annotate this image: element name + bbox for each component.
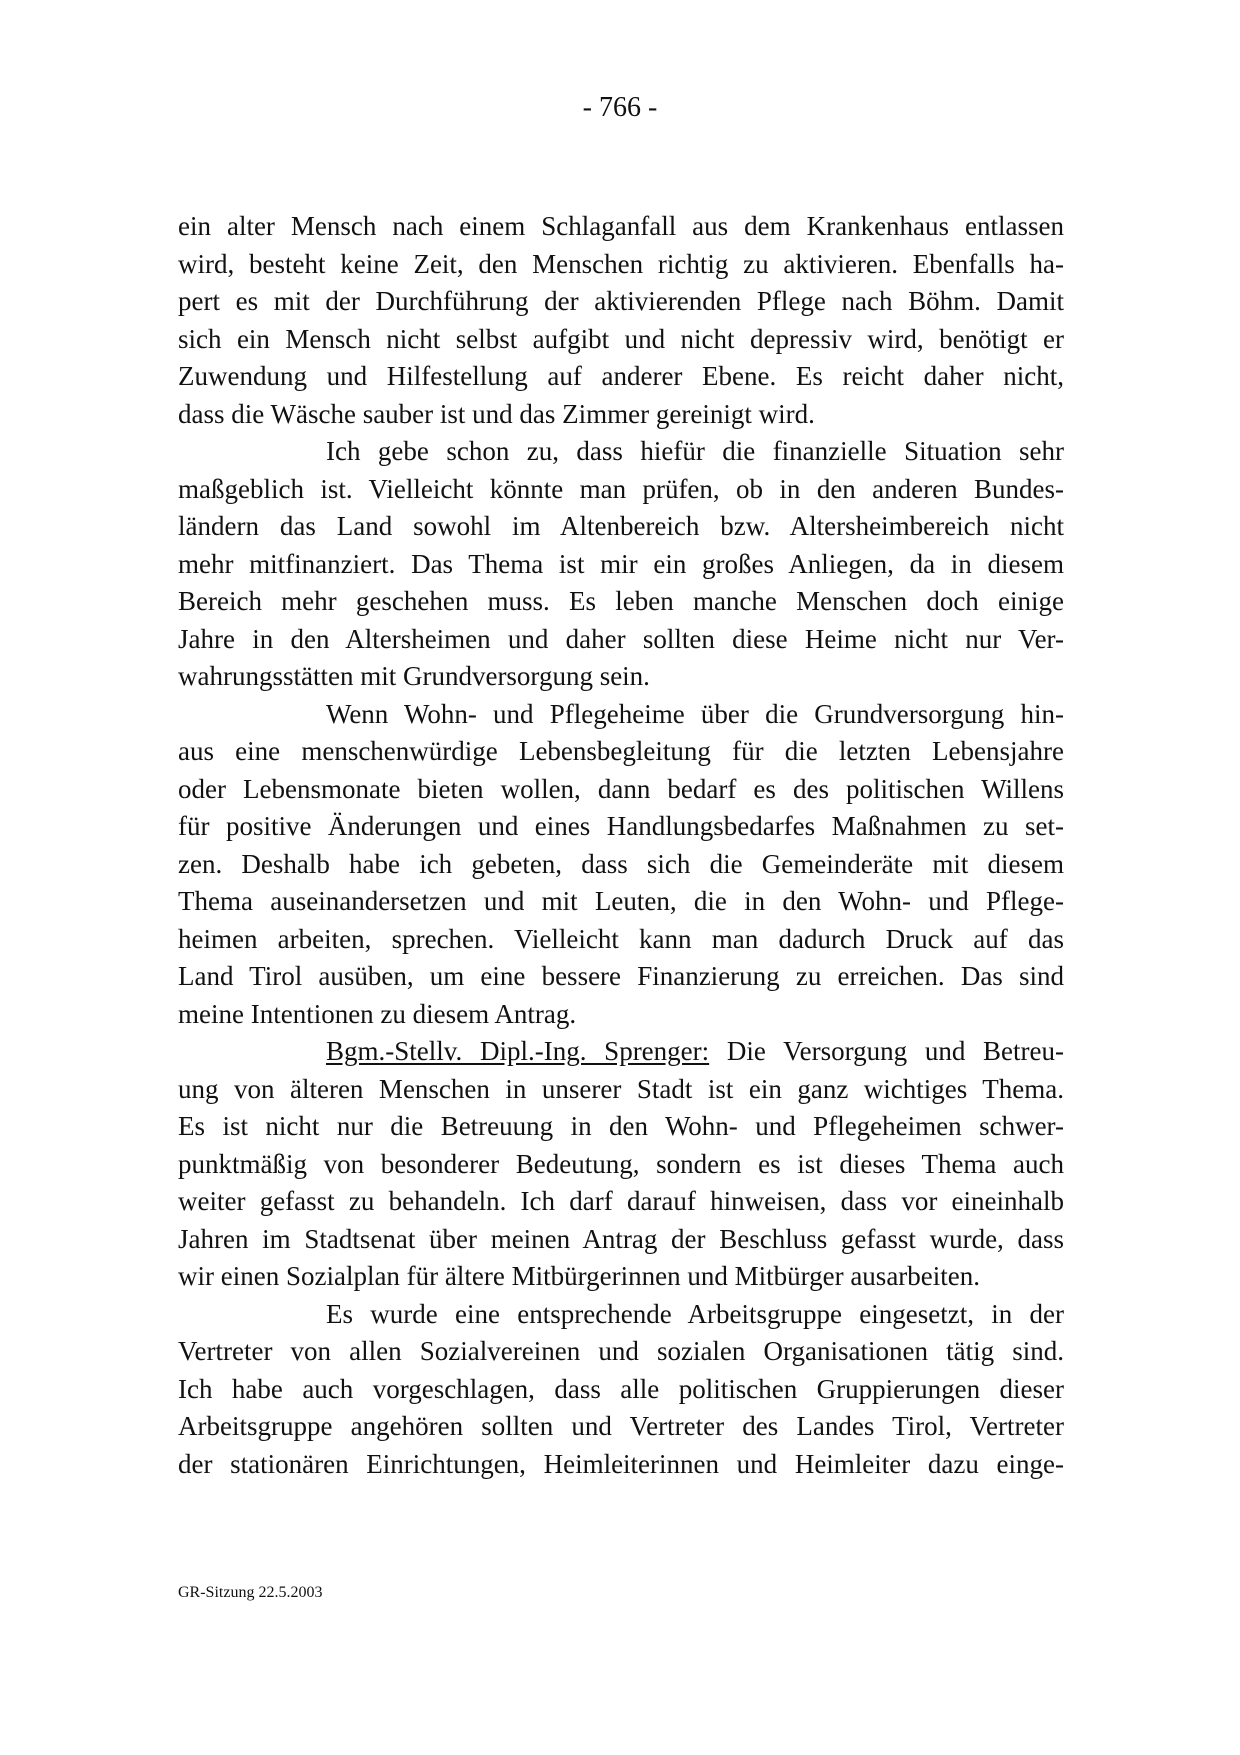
text-line: meine Intentionen zu diesem Antrag. [178, 998, 577, 1029]
text-line: ung von älteren Menschen in unserer Stadt ist ein ganz wichtiges Thema. [178, 1073, 1064, 1104]
text-line: Zuwendung und Hilfestellung auf anderer Ebene. Es reicht daher nicht, [178, 361, 1064, 391]
speaker-line [178, 1033, 1064, 1071]
text-line: Bereich mehr geschehen muss. Es leben manche Menschen doch einige [178, 586, 1064, 616]
text-line: mehr mitfinanziert. Das Thema ist mir ein großes Anliegen, da in diesem [178, 548, 1064, 579]
text-line: Arbeitsgruppe angehören sollten und Vertreter des Landes Tirol, Vertreter [178, 1411, 1064, 1441]
text-line: wir einen Sozialplan für ältere Mitbürgerinnen und Mitbürger ausarbeiten. [178, 1261, 981, 1291]
text-line: ein alter Mensch nach einem Schlaganfall aus dem Krankenhaus entlassen [178, 211, 1064, 241]
footer-session-date: GR-Sitzung 22.5.2003 [178, 1584, 323, 1601]
text-line: maßgeblich ist. Vielleicht könnte man prüfen, ob in den anderen Bundes- [178, 473, 1064, 504]
text-line: Wenn Wohn- und Pflegeheime über die Grundversorgung hin- [326, 698, 1064, 729]
text-line: pert es mit der Durchführung der aktivierenden Pflege nach Böhm. Damit [178, 286, 1064, 316]
text-line: Land Tirol ausüben, um eine bessere Finanzierung zu erreichen. Das sind [178, 961, 1064, 991]
page-number: - 766 - [582, 92, 658, 123]
speaker-text: Die Versorgung und Betreu- [726, 1036, 1065, 1066]
text-line: aus eine menschenwürdige Lebensbegleitung für die letzten Lebensjahre [178, 736, 1064, 766]
text-line: Vertreter von allen Sozialvereinen und sozialen Organisationen tätig sind. [178, 1336, 1064, 1366]
text-line: Es ist nicht nur die Betreuung in den Wohn- und Pflegeheimen schwer- [178, 1111, 1064, 1141]
text-line: wird, besteht keine Zeit, den Menschen richtig zu aktivieren. Ebenfalls ha- [178, 248, 1064, 279]
text-line: punktmäßig von besonderer Bedeutung, sondern es ist dieses Thema auch [178, 1148, 1064, 1179]
text-line: dass die Wäsche sauber ist und das Zimmer gereinigt wird. [178, 398, 815, 429]
text-line: sich ein Mensch nicht selbst aufgibt und nicht depressiv wird, benötigt er [178, 323, 1064, 354]
text-line: heimen arbeiten, sprechen. Vielleicht kann man dadurch Druck auf das [178, 923, 1064, 954]
text-line: oder Lebensmonate bieten wollen, dann bedarf es des politischen Willens [178, 773, 1064, 804]
text-line: Thema auseinandersetzen und mit Leuten, die in den Wohn- und Pflege- [178, 886, 1064, 916]
text-line: wahrungsstätten mit Grundversorgung sein. [178, 661, 650, 691]
speaker-name: Bgm.-Stellv. Dipl.-Ing. Sprenger: [326, 1036, 710, 1066]
text-line: der stationären Einrichtungen, Heimleiterinnen und Heimleiter dazu einge- [178, 1448, 1064, 1479]
text-line: zen. Deshalb habe ich gebeten, dass sich die Gemeinderäte mit diesem [178, 848, 1064, 879]
text-line: Ich gebe schon zu, dass hiefür die finanzielle Situation sehr [326, 436, 1064, 466]
text-line: Ich habe auch vorgeschlagen, dass alle politischen Gruppierungen dieser [178, 1373, 1064, 1404]
text-line: Jahre in den Altersheimen und daher sollten diese Heime nicht nur Ver- [178, 623, 1064, 654]
text-line: Es wurde eine entsprechende Arbeitsgruppe eingesetzt, in der [326, 1298, 1064, 1329]
text-line: ländern das Land sowohl im Altenbereich bzw. Altersheimbereich nicht [178, 511, 1064, 541]
text-line: für positive Änderungen und eines Handlungsbedarfes Maßnahmen zu set- [178, 811, 1064, 841]
text-line: Jahren im Stadtsenat über meinen Antrag der Beschluss gefasst wurde, dass [178, 1223, 1064, 1254]
document-body [178, 208, 1064, 1483]
text-line: weiter gefasst zu behandeln. Ich darf darauf hinweisen, dass vor eineinhalb [178, 1186, 1064, 1216]
